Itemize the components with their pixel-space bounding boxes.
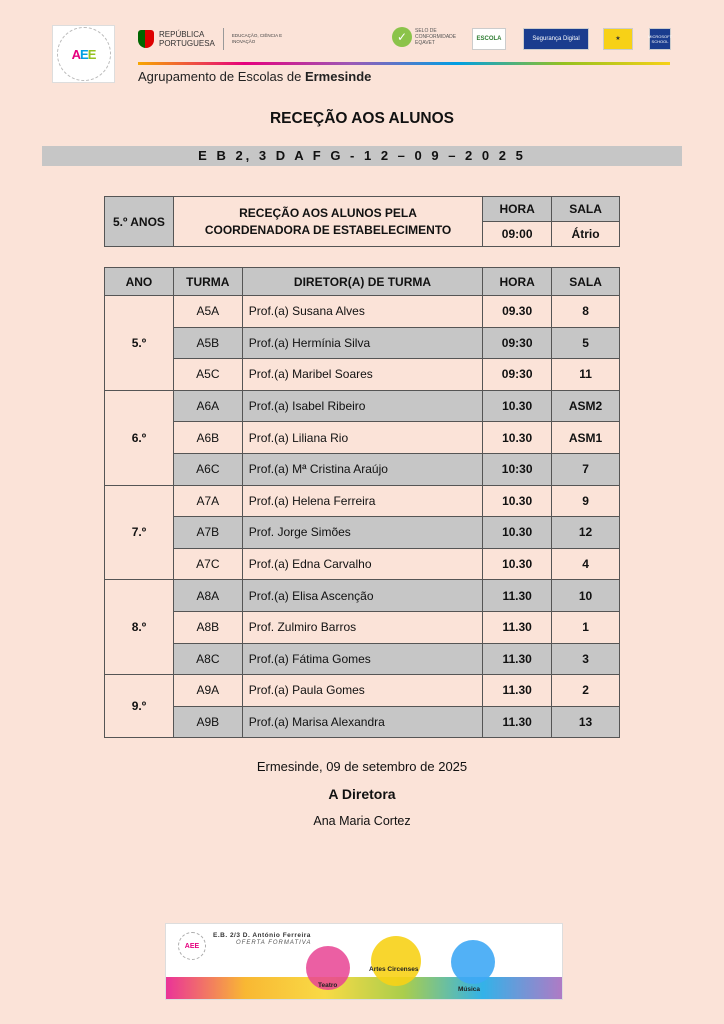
col-header-sala: SALA	[552, 268, 620, 296]
ministry-label: EDUCAÇÃO, CIÊNCIA E INOVAÇÃO	[231, 33, 283, 44]
cell-sala: 13	[552, 706, 620, 738]
cell-hora: 11.30	[483, 611, 552, 643]
seguranca-digital-logo: Segurança Digital	[523, 28, 589, 50]
cell-hora: 11.30	[483, 706, 552, 738]
divider	[223, 28, 224, 50]
cell-diretor: Prof.(a) Mª Cristina Araújo	[242, 453, 482, 485]
cell-turma: A9B	[173, 706, 242, 738]
cell-hora: 10.30	[483, 485, 552, 517]
cell-sala: 2	[552, 675, 620, 707]
table-row	[105, 485, 620, 517]
cell-ano: 8.º	[105, 580, 174, 675]
cell-diretor: Prof.(a) Elisa Ascenção	[242, 580, 482, 612]
table-row	[105, 548, 620, 580]
cell-ano: 9.º	[105, 675, 174, 738]
school-logo	[52, 25, 115, 83]
table-row	[105, 359, 620, 391]
col-header-turma: TURMA	[173, 268, 242, 296]
table-row	[105, 675, 620, 707]
cell-turma: A5B	[173, 327, 242, 359]
cell-turma: A7B	[173, 517, 242, 549]
cell-hora: 10.30	[483, 517, 552, 549]
table-row	[105, 296, 620, 328]
cell-turma: A9A	[173, 675, 242, 707]
cell-hora: 09:30	[483, 359, 552, 391]
cell-turma: A6C	[173, 453, 242, 485]
banner-school: E.B. 2/3 D. António Ferreira	[213, 932, 311, 939]
cell-hora: 10.30	[483, 548, 552, 580]
cell-hora: 11.30	[483, 580, 552, 612]
cell-turma: A6A	[173, 390, 242, 422]
table-row	[105, 422, 620, 454]
cell-hora: 09:30	[483, 327, 552, 359]
banner-artes-label: Artes Circenses	[369, 966, 419, 973]
republica-line2: PORTUGUESA	[159, 39, 215, 48]
table-row	[105, 517, 620, 549]
banner-teatro-label: Teatro	[318, 982, 338, 989]
cell-diretor: Prof.(a) Hermínia Silva	[242, 327, 482, 359]
table-row	[105, 390, 620, 422]
cell-turma: A8A	[173, 580, 242, 612]
cell-sala: 8	[552, 296, 620, 328]
cell-hora: 11.30	[483, 675, 552, 707]
table-row	[105, 453, 620, 485]
cell-diretor: Prof.(a) Edna Carvalho	[242, 548, 482, 580]
banner-logo: AEE	[178, 932, 206, 960]
check-icon: ✓	[392, 27, 412, 47]
banner-musica-label: Música	[458, 986, 481, 993]
document-header	[0, 0, 724, 90]
cell-turma: A7A	[173, 485, 242, 517]
cell-diretor: Prof.(a) Fátima Gomes	[242, 643, 482, 675]
signatory-name: Ana Maria Cortez	[313, 814, 411, 828]
cell-diretor: Prof.(a) Marisa Alexandra	[242, 706, 482, 738]
cell-sala: 10	[552, 580, 620, 612]
page-title: RECEÇÃO AOS ALUNOS	[269, 110, 454, 127]
cell-hora: 11.30	[483, 643, 552, 675]
cell-turma: A7C	[173, 548, 242, 580]
cell-diretor: Prof. Zulmiro Barros	[242, 611, 482, 643]
col-header-diretor: DIRETOR(A) DE TURMA	[242, 268, 482, 296]
cell-ano: 7.º	[105, 485, 174, 580]
place-date: Ermesinde, 09 de setembro de 2025	[256, 759, 468, 774]
table-header-row	[105, 268, 620, 296]
reception-hora: 09:00	[483, 222, 552, 247]
reception-sala-header: SALA	[552, 197, 620, 222]
cell-diretor: Prof.(a) Susana Alves	[242, 296, 482, 328]
cell-sala: 1	[552, 611, 620, 643]
logo-ring	[57, 27, 111, 81]
cell-turma: A6B	[173, 422, 242, 454]
cell-hora: 10.30	[483, 422, 552, 454]
cell-sala: 11	[552, 359, 620, 391]
cell-diretor: Prof.(a) Maribel Soares	[242, 359, 482, 391]
reception-sala: Átrio	[552, 222, 620, 247]
agrupamento-name: Agrupamento de Escolas de Ermesinde	[138, 69, 372, 84]
rainbow-divider	[138, 62, 670, 65]
republica-line1: REPÚBLICA	[159, 30, 205, 39]
table-row	[105, 580, 620, 612]
schedule-table	[104, 267, 620, 738]
eqavet-seal: ✓ SELO DE CONFORMIDADE EQAVET	[392, 27, 465, 47]
cell-sala: ASM1	[552, 422, 620, 454]
cell-ano: 5.º	[105, 296, 174, 391]
cell-diretor: Prof.(a) Liliana Rio	[242, 422, 482, 454]
oferta-formativa-banner	[165, 923, 563, 1000]
school-date-bar: E B 2, 3 D A F G - 1 2 – 0 9 – 2 0 2 5	[42, 146, 682, 166]
banner-offer: OFERTA FORMATIVA	[236, 940, 312, 946]
cell-sala: 7	[552, 453, 620, 485]
cell-turma: A5C	[173, 359, 242, 391]
cell-turma: A8B	[173, 611, 242, 643]
cell-turma: A8C	[173, 643, 242, 675]
table-row	[105, 643, 620, 675]
cell-hora: 09.30	[483, 296, 552, 328]
cell-sala: 3	[552, 643, 620, 675]
reception-description: RECEÇÃO AOS ALUNOS PELA COORDENADORA DE ESTABELECIMENTO	[173, 197, 482, 247]
cell-diretor: Prof.(a) Helena Ferreira	[242, 485, 482, 517]
table-row	[105, 327, 620, 359]
signatory-role: A Diretora	[328, 786, 396, 802]
logo-aee-text: AEE	[71, 46, 96, 62]
banner-color-stripe	[166, 977, 562, 999]
cell-sala: 5	[552, 327, 620, 359]
reception-table	[104, 196, 620, 247]
cell-hora: 10:30	[483, 453, 552, 485]
col-header-ano: ANO	[105, 268, 174, 296]
col-header-hora: HORA	[483, 268, 552, 296]
award-logo: ★	[603, 28, 633, 50]
microsoft-school-logo: MICROSOFT SCHOOL	[649, 28, 671, 50]
flag-shield-icon	[138, 30, 154, 48]
musica-circle	[451, 940, 495, 984]
cell-ano: 6.º	[105, 390, 174, 485]
cell-sala: 9	[552, 485, 620, 517]
cell-hora: 10.30	[483, 390, 552, 422]
reception-hora-header: HORA	[483, 197, 552, 222]
eco-school-logo: ESCOLA	[472, 28, 506, 50]
cell-sala: 4	[552, 548, 620, 580]
table-row	[105, 706, 620, 738]
cell-sala: 12	[552, 517, 620, 549]
artes-circle	[371, 936, 421, 986]
cell-sala: ASM2	[552, 390, 620, 422]
table-row	[105, 611, 620, 643]
cell-diretor: Prof. Jorge Simões	[242, 517, 482, 549]
reception-year: 5.º ANOS	[105, 197, 174, 247]
cell-diretor: Prof.(a) Paula Gomes	[242, 675, 482, 707]
republica-logo	[138, 28, 292, 50]
cell-diretor: Prof.(a) Isabel Ribeiro	[242, 390, 482, 422]
cell-turma: A5A	[173, 296, 242, 328]
